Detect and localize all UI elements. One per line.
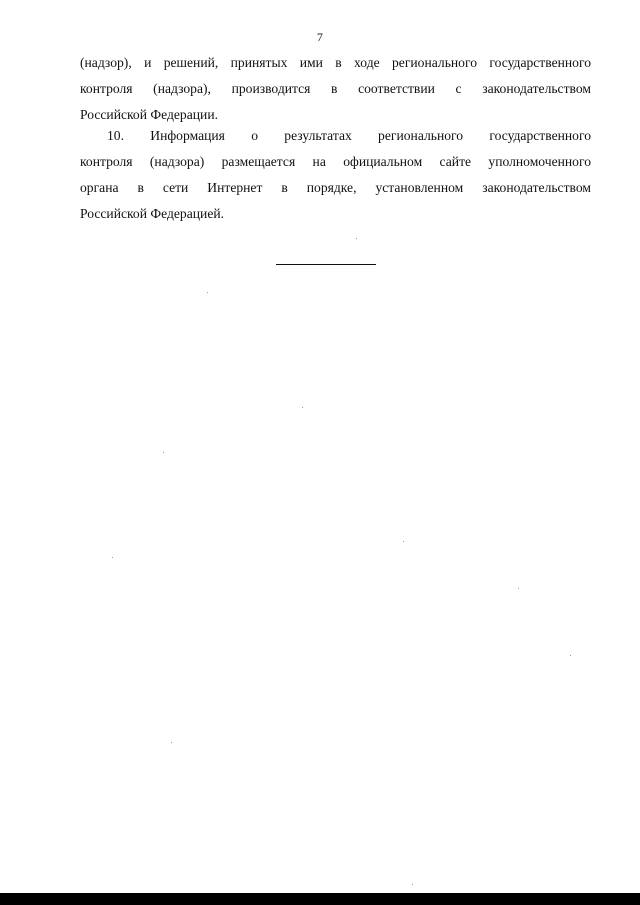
scan-speck	[570, 655, 571, 656]
page-number: 7	[316, 30, 324, 44]
scan-border-bar	[0, 893, 640, 905]
scan-speck	[302, 407, 303, 408]
paragraph-continued	[80, 50, 591, 128]
scan-speck	[356, 238, 357, 239]
paragraph-line: контроля (надзора) размещается на официальном сайте уполномоченного	[80, 154, 591, 169]
scan-speck	[112, 557, 113, 558]
scan-speck	[412, 884, 413, 885]
paragraph-line: (надзор), и решений, принятых ими в ходе регионального государственного	[80, 55, 591, 70]
paragraph-line: органа в сети Интернет в порядке, установленном законодательством	[80, 180, 591, 195]
scan-speck	[207, 292, 208, 293]
paragraph-10	[80, 123, 591, 227]
paragraph-line: Российской Федерацией.	[80, 206, 225, 221]
end-rule	[276, 264, 376, 265]
paragraph-line: Российской Федерации.	[80, 107, 218, 122]
scan-speck	[518, 588, 519, 589]
scan-speck	[171, 742, 172, 743]
scan-speck	[403, 541, 404, 542]
paragraph-line: контроля (надзора), производится в соответствии с законодательством	[80, 81, 591, 96]
scan-speck	[163, 452, 164, 453]
paragraph-line: 10. Информация о результатах регионального государственного	[107, 128, 591, 143]
